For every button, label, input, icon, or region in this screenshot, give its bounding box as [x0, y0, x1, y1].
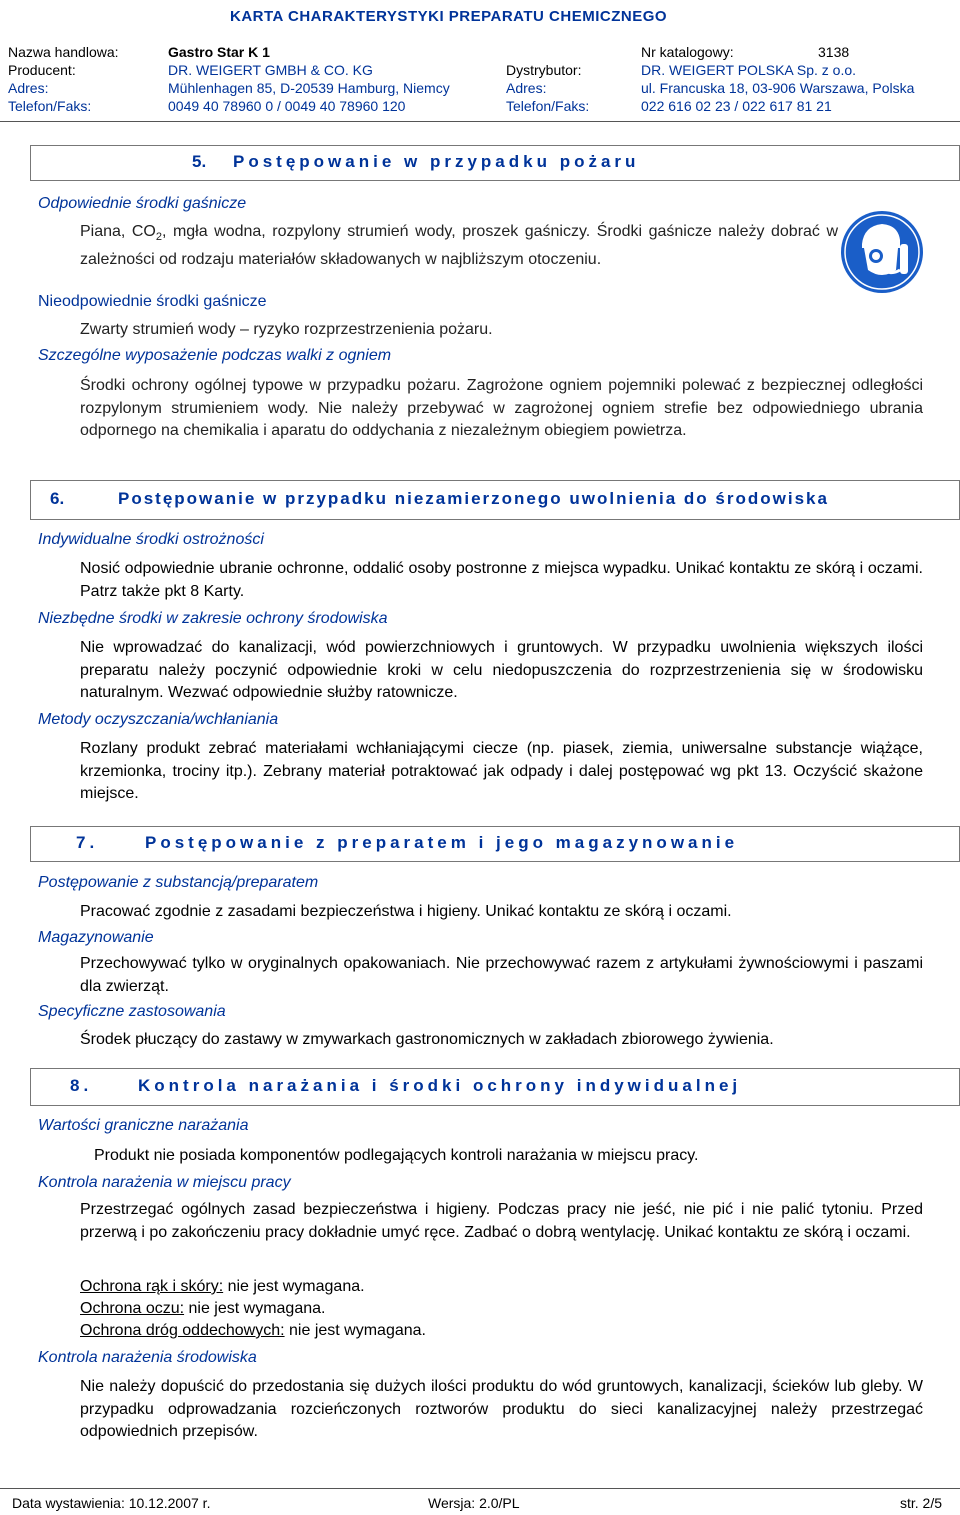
distributor-phone-label: Telefon/Faks:: [506, 98, 590, 114]
eye-protection-label: Ochrona oczu:: [80, 1300, 185, 1317]
producer-phone: 0049 40 78960 0 / 0049 40 78960 120: [168, 98, 406, 114]
producer-label: Producent:: [8, 62, 76, 78]
catalog-label: Nr katalogowy:: [641, 44, 734, 60]
phone-label: Telefon/Faks:: [8, 98, 92, 114]
section-8-sub-limits: Wartości graniczne narażania: [38, 1117, 249, 1134]
section-5-number: 5.: [192, 152, 207, 171]
section-5-text-equipment: Środki ochrony ogólnej typowe w przypadku pożaru. Zagrożone ogniem pojemniki polewać z bezpiecznej odległości rozpylonym strumieniem wody. Nie należy przebywać w zagrożonej ogniem strefie bez odpowiedniego ubrania odpornego na chemikalia i aparatu do oddychania z niezależnym obiegiem powietrza.: [80, 377, 923, 439]
address-label: Adres:: [8, 80, 49, 96]
section-7-number: 7.: [76, 833, 99, 852]
section-8-sub-workplace: Kontrola narażenia w miejscu pracy: [38, 1174, 291, 1191]
section-6-sub-precautions: Indywidualne środki ostrożności: [38, 531, 264, 548]
text-co2-part-a: Piana, CO: [80, 223, 156, 240]
distributor-address-label: Adres:: [506, 80, 547, 96]
text-co2-subscript: 2: [155, 231, 162, 244]
respiratory-protection-label: Ochrona dróg oddechowych:: [80, 1322, 285, 1339]
section-6-number: 6.: [50, 489, 65, 508]
respiratory-protection-line: [80, 1320, 426, 1342]
section-7-text-specific-use: Środek płuczący do zastawy w zmywarkach gastronomicznych w zakładach zbiorowego żywienia.: [80, 1031, 774, 1048]
footer-issue-date: Data wystawienia: 10.12.2007 r.: [12, 1495, 211, 1511]
section-6-title: Postępowanie w przypadku niezamierzonego uwolnienia do środowiska: [118, 489, 829, 508]
section-6-text-environment: Nie wprowadzać do kanalizacji, wód powierzchniowych i gruntowych. W przypadku uwolnienia większych ilości preparatu należy poczynić odpowiednie kroki w celu niedopuszczenia do rozprzestrzenienia się w środowisku naturalnym. Wezwać odpowiednie służby ratownicze.: [80, 639, 923, 701]
section-8-number: 8.: [70, 1076, 93, 1095]
section-8-text-limits: Produkt nie posiada komponentów podlegających kontroli narażania w miejscu pracy.: [94, 1147, 699, 1164]
section-8-text-environment: Nie należy dopuścić do przedostania się dużych ilości produktu do wód gruntowych, kanalizacji, ścieków lub gleby. W przypadku odprowadzania rozcieńczonych roztworów produktu do sieci kanalizacyjnej należy przestrzegać odpowiednich przepisów.: [80, 1378, 923, 1440]
section-7-text-handling: Pracować zgodnie z zasadami bezpieczeństwa i higieny. Unikać kontaktu ze skórą i oczami.: [80, 903, 732, 920]
section-6-text-precautions: Nosić odpowiednie ubranie ochronne, oddalić osoby postronne z miejsca wypadku. Unikać kontaktu ze skórą i oczami. Patrz także pkt 8 Karty.: [80, 560, 923, 600]
section-6-sub-environment: Niezbędne środki w zakresie ochrony środowiska: [38, 610, 388, 627]
section-5-sub-extinguishing: Odpowiednie środki gaśnicze: [38, 195, 247, 212]
section-5-text-unsuitable: Zwarty strumień wody – ryzyko rozprzestrzenienia pożaru.: [80, 321, 493, 338]
hand-protection-line: [80, 1276, 365, 1298]
distributor-phone: 022 616 02 23 / 022 617 81 21: [641, 98, 832, 114]
text-co2-part-b: , mgła wodna, rozpylony strumień wody, proszek gaśniczy. Środki gaśnicze należy dobrać w zależności od rodzaju materiałów składowanych w najbliższym otoczeniu.: [80, 223, 838, 268]
hand-protection-value: nie jest wymagana.: [223, 1278, 365, 1295]
section-8-sub-environment: Kontrola narażenia środowiska: [38, 1349, 257, 1366]
section-7-text-storage: Przechowywać tylko w oryginalnych opakowaniach. Nie przechowywać razem z artykułami żywnościowymi i paszami dla zwierząt.: [80, 955, 923, 995]
breathing-apparatus-mandatory-icon: [840, 210, 924, 294]
eye-protection-value: nie jest wymagana.: [184, 1300, 326, 1317]
producer-address: Mühlenhagen 85, D-20539 Hamburg, Niemcy: [168, 80, 450, 96]
footer-version: Wersja: 2.0/PL: [428, 1495, 520, 1511]
section-7-title: Postępowanie z preparatem i jego magazynowanie: [145, 833, 739, 852]
header-divider: [0, 121, 960, 122]
section-5-sub-unsuitable: Nieodpowiednie środki gaśnicze: [38, 293, 267, 310]
footer-page-number: str. 2/5: [900, 1495, 943, 1511]
section-7-sub-storage: Magazynowanie: [38, 929, 154, 946]
catalog-number: 3138: [818, 44, 850, 60]
section-5-title: Postępowanie w przypadku pożaru: [233, 152, 640, 171]
distributor-address: ul. Francuska 18, 03-906 Warszawa, Polska: [641, 80, 915, 96]
section-7-sub-handling: Postępowanie z substancją/preparatem: [38, 874, 319, 891]
document-title: KARTA CHARAKTERYSTYKI PREPARATU CHEMICZNEGO: [230, 8, 668, 25]
distributor-name: DR. WEIGERT POLSKA Sp. z o.o.: [641, 62, 857, 78]
eye-protection-line: [80, 1298, 325, 1320]
hand-protection-label: Ochrona rąk i skóry:: [80, 1278, 224, 1295]
footer-divider: [0, 1488, 960, 1489]
section-5-text-extinguishing: [80, 221, 838, 271]
trade-name-label: Nazwa handlowa:: [8, 44, 119, 60]
producer-name: DR. WEIGERT GMBH & CO. KG: [168, 62, 373, 78]
section-7-sub-specific-use: Specyficzne zastosowania: [38, 1003, 226, 1020]
section-8-text-workplace: Przestrzegać ogólnych zasad bezpieczeństwa i higieny. Podczas pracy nie jeść, nie pić i nie palić tytoniu. Przed przerwą i po zakończeniu pracy dokładnie umyć ręce. Zadbać o dobrą wentylację. Unikać kontaktu ze skórą i oczami.: [80, 1201, 923, 1241]
section-6-text-cleanup: Rozlany produkt zebrać materiałami wchłaniającymi ciecze (np. piasek, ziemia, uniwersalne substancje wiążące, krzemionka, trociny itp.). Zebrany materiał potraktować jak odpady i dalej postępować wg pkt 13. Oczyścić skażone miejsce.: [80, 740, 923, 802]
section-5-sub-equipment: Szczególne wyposażenie podczas walki z ogniem: [38, 347, 392, 364]
trade-name: Gastro Star K 1: [168, 44, 270, 60]
section-8-title: Kontrola narażania i środki ochrony indywidualnej: [138, 1076, 742, 1095]
distributor-label: Dystrybutor:: [506, 62, 582, 78]
section-6-sub-cleanup: Metody oczyszczania/wchłaniania: [38, 711, 279, 728]
respiratory-protection-value: nie jest wymagana.: [284, 1322, 426, 1339]
